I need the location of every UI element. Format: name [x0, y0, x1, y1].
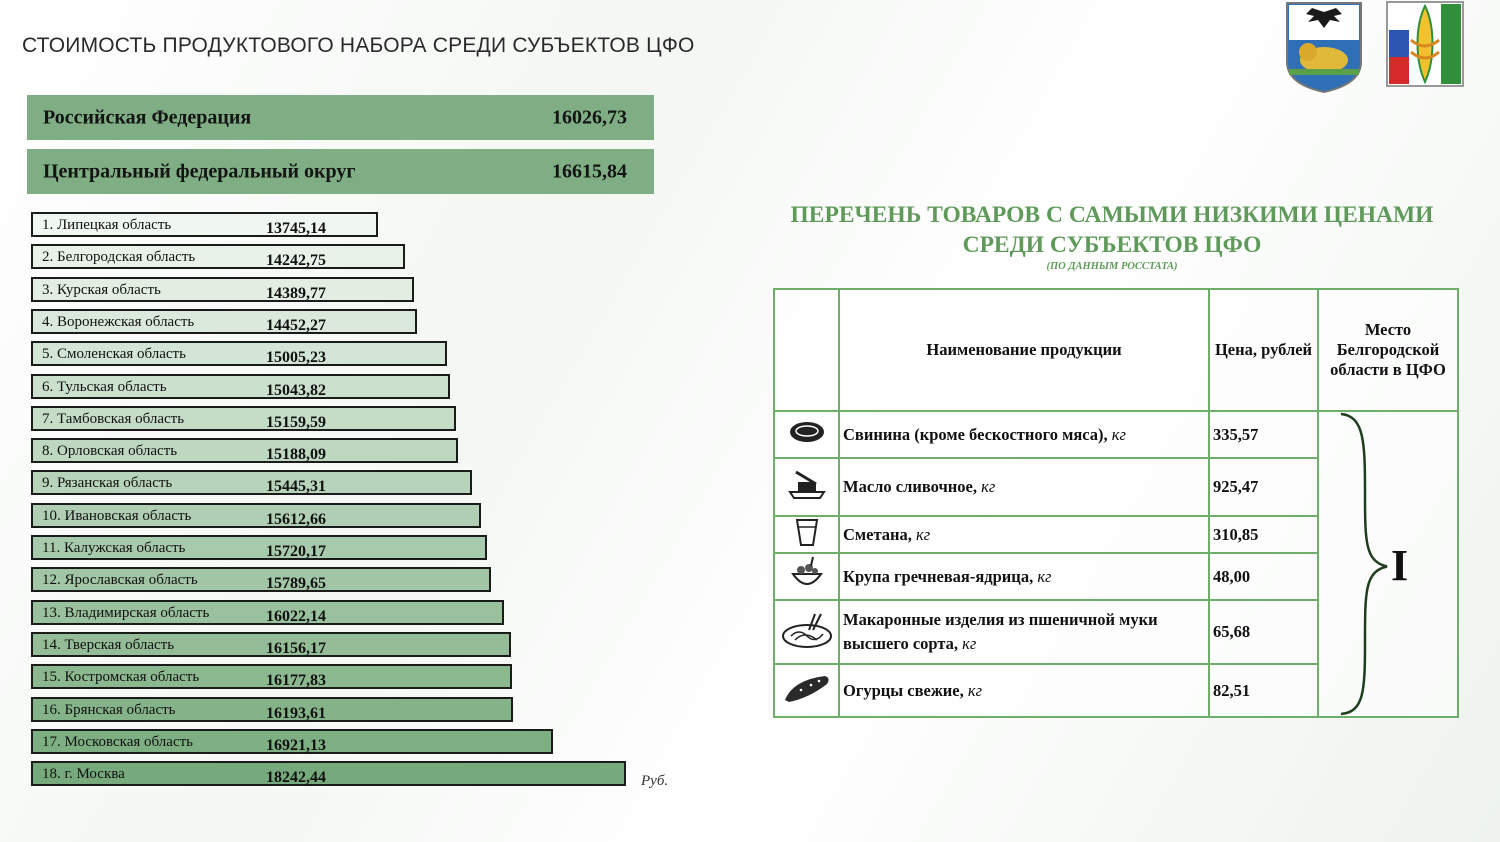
bar-label: 17. Московская область — [42, 733, 193, 750]
butter-icon — [774, 458, 839, 516]
bar-label: 18. г. Москва — [42, 766, 125, 783]
bar — [31, 212, 378, 237]
unit-label: Руб. — [641, 773, 669, 789]
bar-value-label: 15043,82 — [266, 381, 326, 399]
bar — [31, 535, 487, 560]
product-price: 65,68 — [1209, 600, 1318, 664]
bar — [31, 729, 553, 754]
header-place: Место Белгородской области в ЦФО — [1318, 289, 1458, 411]
table-row — [774, 411, 1458, 458]
bar-label: 7. Тамбовская область — [42, 410, 185, 427]
brace-icon — [1319, 412, 1457, 716]
bar — [31, 503, 481, 528]
bar-label: 11. Калужская область — [42, 540, 186, 556]
bar — [31, 277, 414, 302]
product-unit: кг — [916, 524, 931, 544]
bar-label: 4. Воронежская область — [42, 313, 195, 330]
bar-value-label: 16022,14 — [266, 607, 326, 625]
bar — [31, 600, 504, 625]
bar-value-label: 15612,66 — [266, 510, 326, 528]
product-price: 48,00 — [1209, 553, 1318, 600]
bar-value-label: 15445,31 — [266, 478, 326, 496]
goods-table — [773, 288, 1459, 718]
bar — [31, 244, 405, 269]
belgorod-coat-of-arms-icon — [1284, 0, 1364, 94]
bar-value-label: 14389,77 — [266, 284, 326, 302]
porridge-icon — [774, 553, 839, 600]
summary-label: Центральный федеральный округ — [43, 160, 356, 182]
goods-subtitle: (ПО ДАННЫМ РОССТАТА) — [1046, 261, 1178, 272]
header-name: Наименование продукции — [839, 289, 1209, 411]
bar-value-label: 14452,27 — [266, 316, 326, 334]
meat-icon — [774, 411, 839, 458]
product-unit: кг — [962, 634, 977, 653]
bar-label: 1. Липецкая область — [42, 217, 172, 233]
header-icon-cell — [774, 289, 839, 411]
product-unit: кг — [967, 680, 983, 700]
bar-value-label: 14242,75 — [266, 252, 326, 270]
bar-label: 6. Тульская область — [42, 378, 167, 395]
goods-title — [762, 200, 1462, 260]
product-name: Свинина (кроме бескостного мяса), — [843, 424, 1108, 444]
product-unit: кг — [1111, 424, 1126, 444]
goods-title-line1: ПЕРЕЧЕНЬ ТОВАРОВ С САМЫМИ НИЗКИМИ ЦЕНАМИ — [790, 202, 1434, 228]
summary-label: Российская Федерация — [43, 106, 252, 128]
bar-value-label: 18242,44 — [266, 769, 326, 787]
bar-value-label: 15188,09 — [266, 446, 326, 464]
bar-label: 9. Рязанская область — [42, 475, 173, 492]
bar — [31, 664, 512, 689]
bar-label: 5. Смоленская область — [42, 346, 186, 363]
bar-label: 14. Тверская область — [42, 636, 175, 653]
bar-value-label: 15159,59 — [266, 413, 326, 431]
bar-value-label: 13745,14 — [266, 220, 326, 237]
bar — [31, 761, 626, 786]
place-cell — [1318, 411, 1458, 717]
bar-label: 13. Владимирская область — [42, 604, 210, 621]
header-price: Цена, рублей — [1209, 289, 1318, 411]
summary-value: 16026,73 — [552, 106, 627, 128]
bar-label: 12. Ярославская область — [42, 572, 198, 589]
bar — [31, 406, 456, 431]
bar-value-label: 16177,83 — [266, 672, 326, 690]
product-price: 335,57 — [1209, 411, 1318, 458]
product-name: Макаронные изделия из пшеничной муки высшего сорта, — [843, 610, 1158, 653]
bar — [31, 374, 450, 399]
bar — [31, 697, 513, 722]
product-name: Сметана, — [843, 524, 912, 544]
bar-label: 16. Брянская область — [42, 701, 176, 718]
bar-value-label: 15789,65 — [266, 575, 326, 593]
bar-label: 10. Ивановская область — [42, 507, 192, 524]
summary-value: 16615,84 — [552, 160, 627, 182]
product-name: Масло сливочное, — [843, 477, 977, 496]
product-name: Крупа гречневая-ядрица, — [843, 566, 1034, 586]
bar-value-label: 15005,23 — [266, 349, 326, 367]
table-header-row — [774, 289, 1458, 411]
bar-value-label: 15720,17 — [266, 543, 326, 560]
bar-label: 3. Курская область — [42, 281, 161, 298]
bar — [31, 567, 491, 592]
union-emblem-icon — [1385, 0, 1465, 88]
product-price: 925,47 — [1209, 458, 1318, 516]
bar — [31, 632, 511, 657]
bar — [31, 470, 472, 495]
product-unit: кг — [981, 477, 996, 496]
pasta-icon — [774, 600, 839, 664]
bar — [31, 438, 458, 463]
cucumber-icon — [774, 664, 839, 717]
product-price: 310,85 — [1209, 516, 1318, 553]
bar-value-label: 16921,13 — [266, 736, 326, 754]
product-unit: кг — [1037, 566, 1052, 586]
bar — [31, 341, 447, 366]
place-value: I — [1391, 541, 1409, 590]
bar-label: 8. Орловская область — [42, 443, 178, 460]
page-title: СТОИМОСТЬ ПРОДУКТОВОГО НАБОРА СРЕДИ СУБЪЕКТОВ ЦФО — [22, 34, 695, 57]
bar-value-label: 16193,61 — [266, 704, 326, 722]
goods-title-line2: СРЕДИ СУБЪЕКТОВ ЦФО — [962, 232, 1262, 258]
region-bar-chart — [0, 0, 700, 842]
bar-value-label: 16156,17 — [266, 639, 326, 657]
bar — [31, 309, 417, 334]
bar-label: 2. Белгородская область — [42, 249, 196, 266]
cup-icon — [774, 516, 839, 553]
product-price: 82,51 — [1209, 664, 1318, 717]
bar-label: 15. Костромская область — [42, 669, 200, 686]
product-name: Огурцы свежие, — [843, 680, 964, 700]
